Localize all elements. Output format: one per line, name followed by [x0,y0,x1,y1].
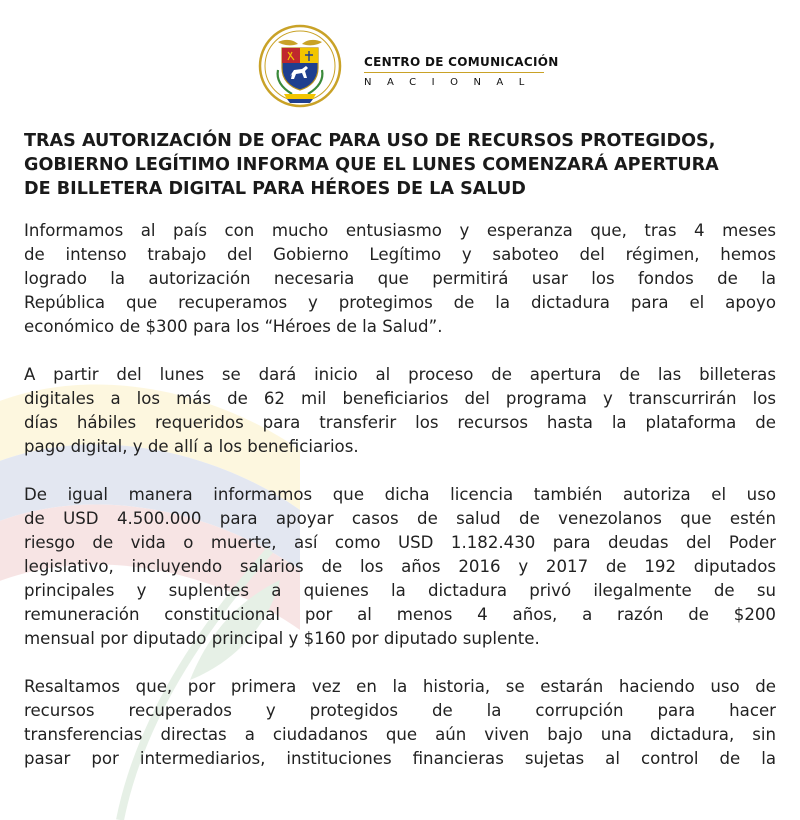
brand-divider [364,72,544,73]
headline [24,129,780,201]
paragraph-line: De igual manera informamos que dicha licencia también autoriza el uso [24,485,776,504]
paragraph-1 [24,219,776,339]
paragraph-line: económico de $300 para los “Héroes de la Salud”. [24,317,443,336]
paragraph-line: remuneración constitucional por al menos 4 años, a razón de $200 [24,605,776,624]
paragraph-line: principales y suplentes a quienes la dictadura privó ilegalmente de su [24,581,776,600]
headline-line: DE BILLETERA DIGITAL PARA HÉROES DE LA SALUD [24,179,526,199]
paragraph-line: legislativo, incluyendo salarios de los años 2016 y 2017 de 192 diputados [24,557,776,576]
paragraph-line: República que recuperamos y protegimos de la dictadura para el apoyo [24,293,776,312]
paragraph-line: recursos recuperados y protegidos de la corrupción para hacer [24,701,776,720]
paragraph-line: A partir del lunes se dará inicio al proceso de apertura de las billeteras [24,365,776,384]
paragraph-line: mensual por diputado principal y $160 por diputado suplente. [24,629,540,648]
headline-line: TRAS AUTORIZACIÓN DE OFAC PARA USO DE RECURSOS PROTEGIDOS, [24,131,716,151]
paragraph-line: riesgo de vida o muerte, así como USD 1.182.430 para deudas del Poder [24,533,776,552]
paragraph-line: de intenso trabajo del Gobierno Legítimo y saboteo del régimen, hemos [24,245,776,264]
paragraph-line: pago digital, y de allí a los beneficiarios. [24,437,359,456]
paragraph-line: Informamos al país con mucho entusiasmo y esperanza que, tras 4 meses [24,221,776,240]
paragraph-4 [24,675,776,771]
brand-subtitle: NACIONAL [364,77,540,88]
brand-title: CENTRO DE COMUNICACIÓN [364,55,559,69]
paragraph-line: logrado la autorización necesaria que permitirá usar los fondos de la [24,269,776,288]
headline-line: GOBIERNO LEGÍTIMO INFORMA QUE EL LUNES COMENZARÁ APERTURA [24,155,719,175]
paragraph-line: Resaltamos que, por primera vez en la historia, se estarán haciendo uso de [24,677,776,696]
paragraph-line: de USD 4.500.000 para apoyar casos de salud de venezolanos que estén [24,509,776,528]
paragraph-line: días hábiles requeridos para transferir los recursos hasta la plataforma de [24,413,776,432]
paragraph-3 [24,483,776,651]
coat-of-arms-icon [258,24,342,108]
paragraph-line: pasar por intermediarios, instituciones financieras sujetas al control de la [24,749,776,768]
paragraph-line: digitales a los más de 62 mil beneficiarios del programa y transcurrirán los [24,389,776,408]
paragraph-line: transferencias directas a ciudadanos que aún viven bajo una dictadura, sin [24,725,776,744]
header [0,0,800,110]
paragraph-2 [24,363,776,459]
brand-block [364,55,559,88]
